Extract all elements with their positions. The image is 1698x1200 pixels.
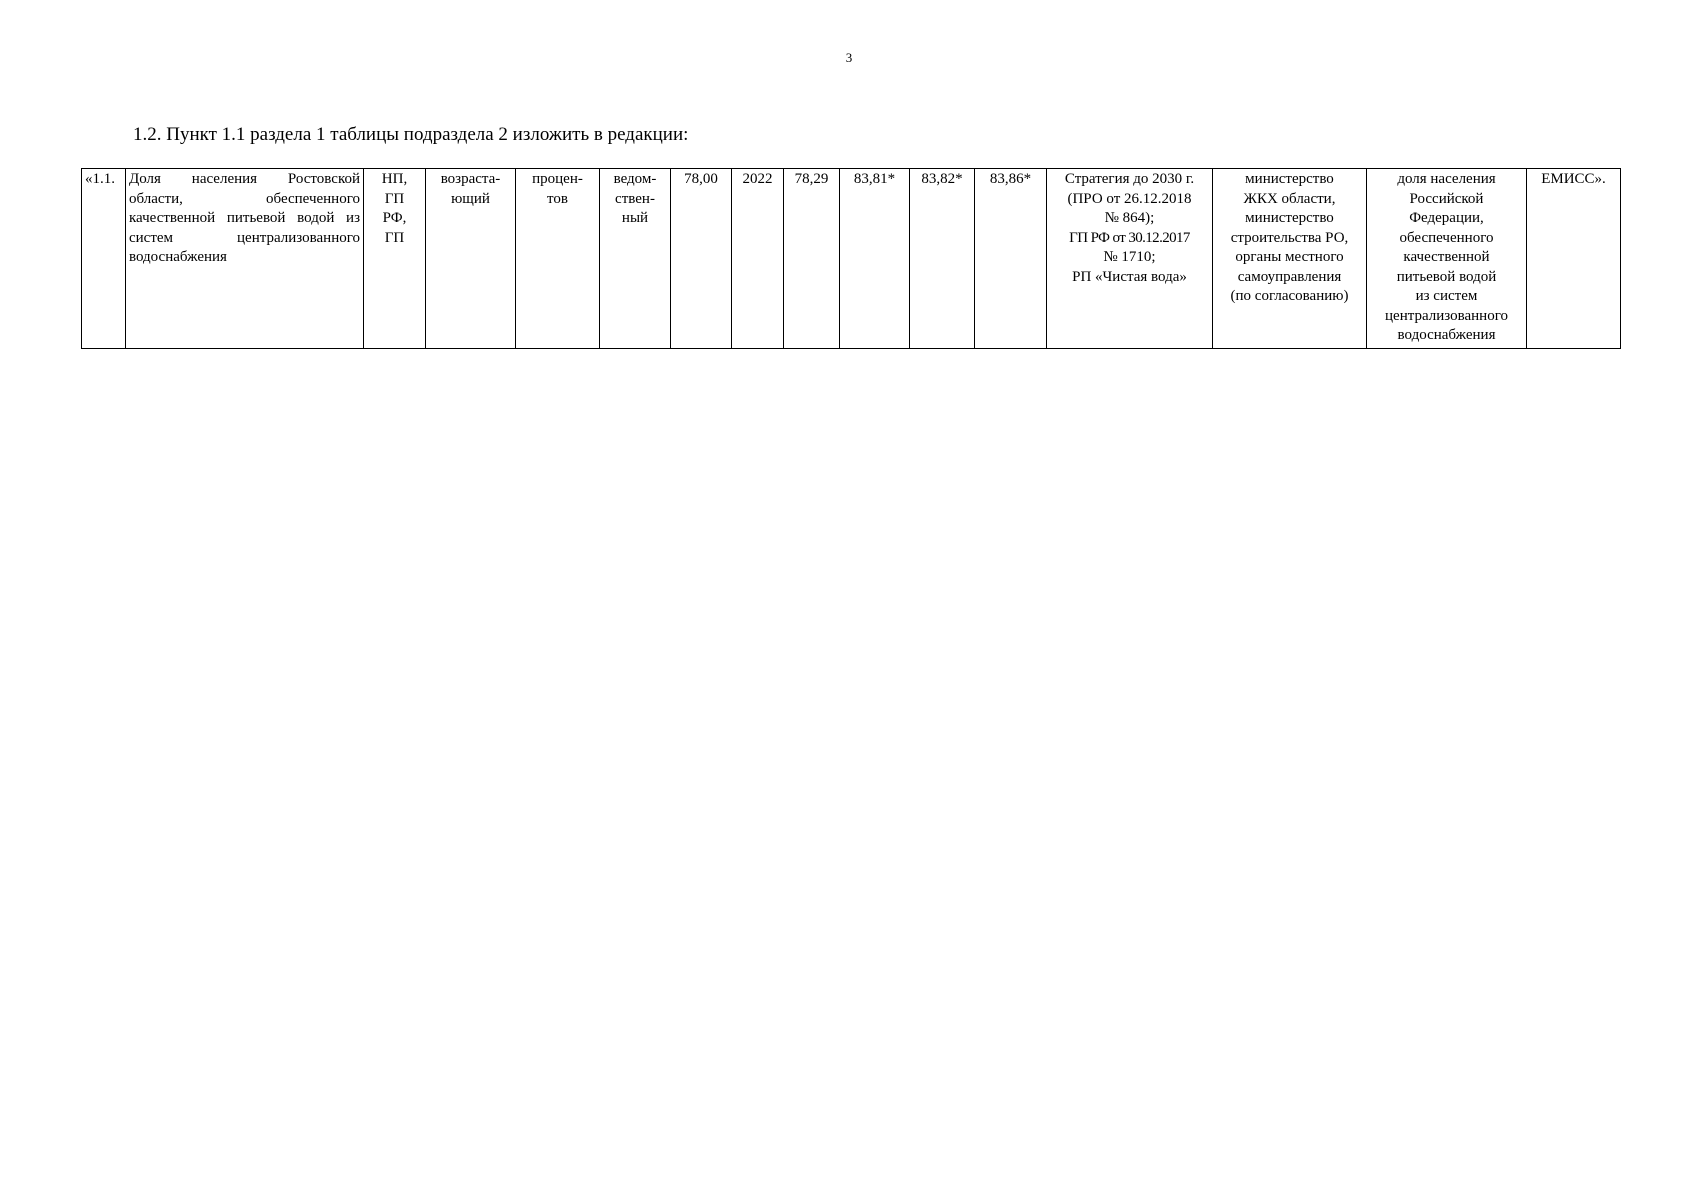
type-line: ствен- [615, 190, 655, 207]
type-line: ный [621, 210, 649, 226]
document-line: РП «Чистая вода» [1072, 268, 1187, 285]
level-line: ГП [384, 190, 405, 207]
cell-information-system: ЕМИСС». [1527, 169, 1621, 349]
document-line: (ПРО от 26.12.2018 [1067, 190, 1192, 207]
unit-line: тов [547, 190, 568, 207]
level-line: ГП [384, 229, 405, 246]
linked-indicator-line: качественной [1403, 249, 1490, 265]
page-number: 3 [845, 50, 853, 65]
document-line: № 1710; [1103, 249, 1156, 265]
cell-value-2: 83,81* [840, 169, 910, 349]
amendment-intro: 1.2. Пункт 1.1 раздела 1 таблицы подраздела 2 изложить в редакции: [133, 124, 689, 145]
trend-line: ющий [451, 190, 490, 207]
linked-indicator-line: Российской [1409, 190, 1484, 207]
cell-responsible [1213, 169, 1367, 349]
responsible-line: министерство [1245, 171, 1334, 187]
cell-value-3: 83,82* [910, 169, 975, 349]
trend-line: возраста- [440, 171, 501, 187]
cell-unit [516, 169, 600, 349]
responsible-line: (по согласованию) [1230, 288, 1349, 304]
level-line: РФ, [382, 210, 407, 226]
document-line: ГП РФ от 30.12.2017 [1069, 229, 1190, 246]
document-line: Стратегия до 2030 г. [1064, 171, 1195, 187]
responsible-line: органы местного [1235, 249, 1344, 265]
linked-indicator-line: из систем [1415, 288, 1478, 304]
cell-type [600, 169, 671, 349]
cell-base-year: 2022 [732, 169, 784, 349]
cell-indicator-name: Доля населения Ростовской области, обеспеченного качественной питьевой водой из систем централизованного водоснабжения [126, 169, 364, 349]
type-line: ведом- [613, 171, 657, 187]
cell-index: «1.1. [82, 169, 126, 349]
cell-value-4: 83,86* [975, 169, 1047, 349]
linked-indicator-line: питьевой водой [1396, 268, 1497, 285]
cell-level [364, 169, 426, 349]
responsible-line: строительства РО, [1230, 229, 1349, 246]
table-row [82, 169, 1621, 349]
document-line: № 864); [1104, 210, 1155, 226]
level-line: НП, [381, 171, 408, 187]
linked-indicator-line: обеспеченного [1399, 229, 1494, 246]
linked-indicator-line: Федерации, [1409, 210, 1484, 226]
cell-trend [426, 169, 516, 349]
indicator-table [81, 168, 1621, 349]
linked-indicator-line: доля населения [1397, 171, 1496, 187]
cell-linked-indicator [1367, 169, 1527, 349]
linked-indicator-line: централизованного [1385, 307, 1508, 324]
responsible-line: самоуправления [1237, 268, 1342, 285]
cell-base-value: 78,00 [671, 169, 732, 349]
linked-indicator-line: водоснабжения [1397, 327, 1496, 343]
cell-value-1: 78,29 [784, 169, 840, 349]
responsible-line: ЖКХ области, [1243, 190, 1336, 207]
cell-documents [1047, 169, 1213, 349]
unit-line: процен- [532, 171, 583, 187]
responsible-line: министерство [1245, 210, 1334, 226]
